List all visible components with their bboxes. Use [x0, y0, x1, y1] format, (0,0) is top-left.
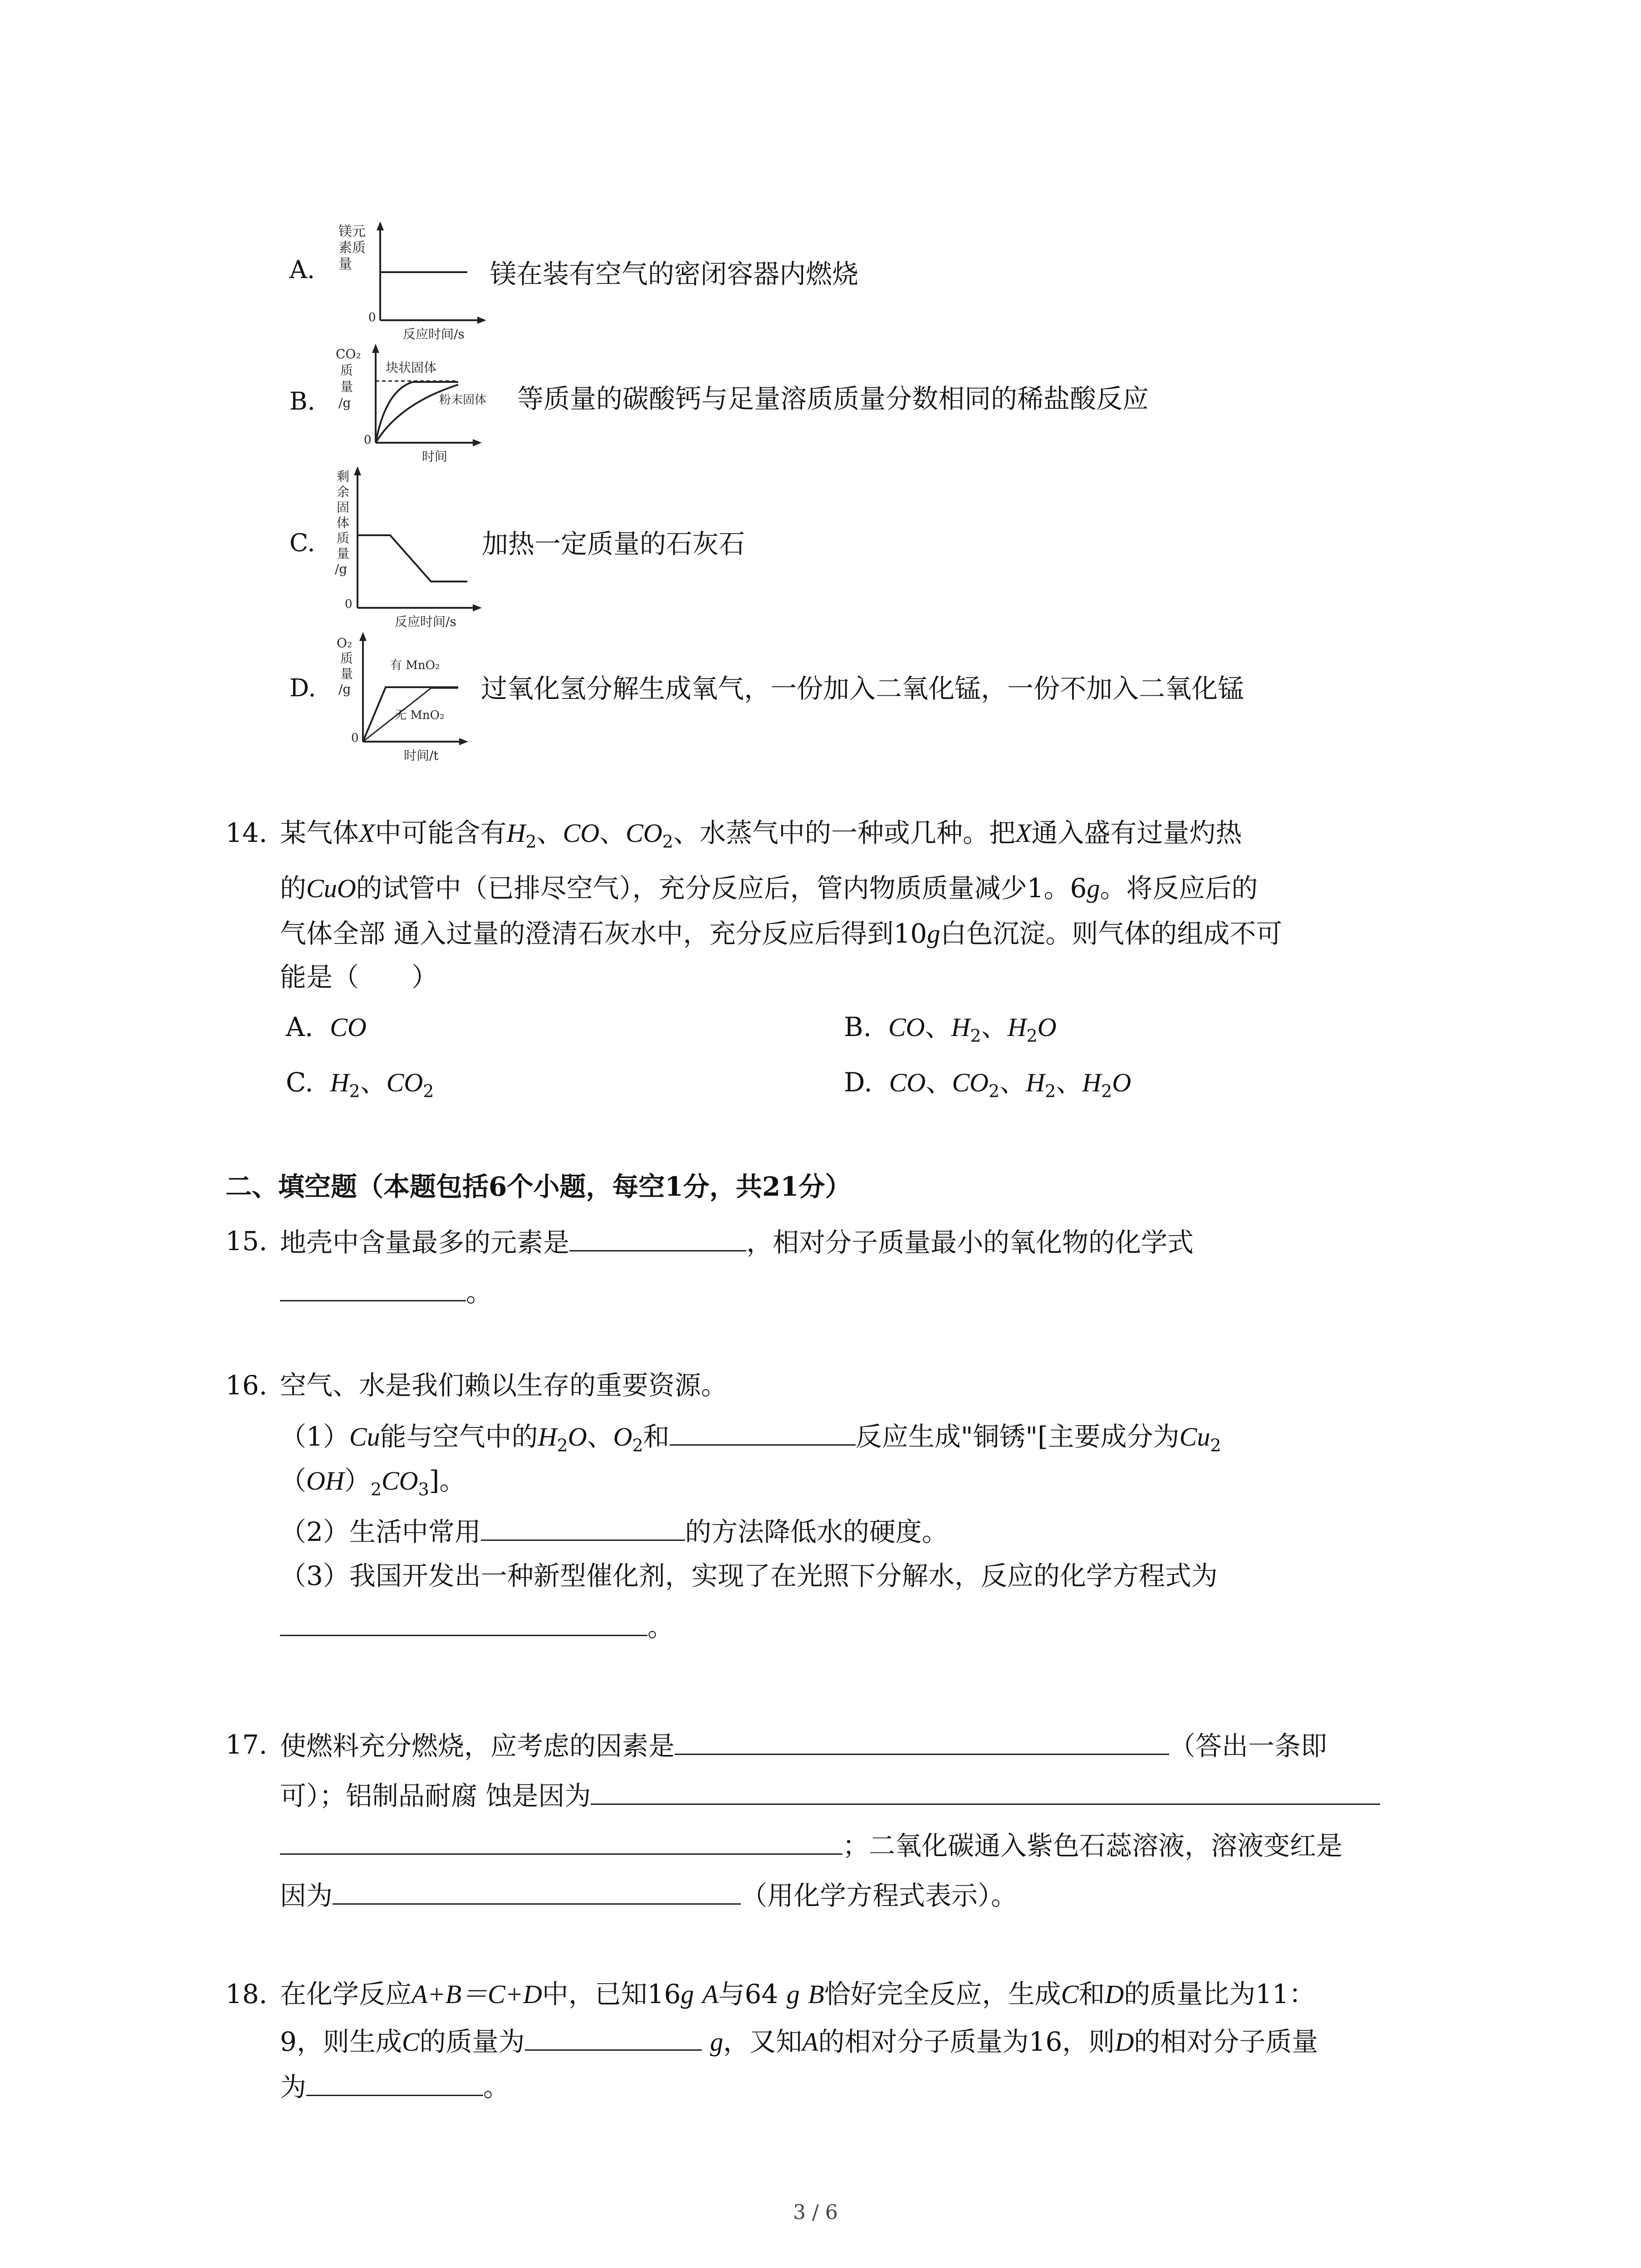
q15-blank-1[interactable]	[569, 1225, 746, 1251]
option-a-text: 镁在装有空气的密闭容器内燃烧	[490, 259, 859, 289]
q18-blank-1[interactable]	[525, 2024, 702, 2051]
q16-intro: 空气、水是我们赖以生存的重要资源。	[280, 1370, 728, 1401]
q18-line-3: 为 。	[280, 2069, 509, 2103]
q14-line-1: 某气体X中可能含有$H_2$、CO、$CO_2$、水蒸气中的一种或几种。把X通入盛有过量灼热	[280, 817, 1242, 852]
q15-line-1: 地壳中含量最多的元素是 ，相对分子质量最小的氧化物的化学式	[280, 1225, 1194, 1259]
graph-d-curve-label-2: 无 MnO₂	[395, 709, 445, 722]
q16-part-1-cont: $(OH)_2CO_3$]。	[280, 1465, 466, 1500]
graph-c-origin: 0	[345, 597, 353, 611]
q14-line-3: 气体全部 通入过量的澄清石灰水中，充分反应后得到10g白色沉淀。则气体的组成不可	[280, 918, 1283, 949]
graph-a	[327, 218, 499, 345]
graph-d-curve-label-1: 有 MnO₂	[390, 659, 440, 672]
graph-b	[327, 340, 517, 467]
option-b-letter: B.	[289, 387, 315, 415]
q16-blank-1[interactable]	[670, 1419, 856, 1446]
q17-blank-1[interactable]	[675, 1728, 1169, 1755]
svg-text:/g: /g	[338, 682, 351, 697]
option-b-text: 等质量的碳酸钙与足量溶质质量分数相同的稀盐酸反应	[517, 383, 1149, 414]
q17-blank-2-cont[interactable]	[280, 1828, 843, 1855]
q14-option-d[interactable]: D. CO、$CO_2$、$H_2$、$H_2O$	[844, 1067, 1132, 1101]
graph-a-xlabel: 反应时间/s	[403, 327, 465, 342]
option-c-text: 加热一定质量的石灰石	[482, 528, 745, 559]
q15-line-2: 。	[280, 1275, 492, 1309]
graph-b-ylabel: CO₂	[336, 347, 361, 362]
svg-text:/g: /g	[338, 396, 351, 411]
q15-number: 15.	[225, 1226, 268, 1256]
q15-blank-2[interactable]	[280, 1275, 466, 1301]
q14-number: 14.	[225, 817, 268, 848]
q16-part-2: （2）生活中常用 的方法降低水的硬度。	[280, 1514, 948, 1548]
svg-text:余: 余	[337, 484, 350, 499]
q18-line-2: 9，则生成C的质量为 g，又知A的相对分子质量为16，则D的相对分子质量	[280, 2024, 1318, 2058]
q14-option-a[interactable]: A. CO	[286, 1012, 367, 1042]
q18-line-1: 在化学反应A+B＝C+D中，已知16g A与64 g B恰好完全反应，生成C和D的质量比为11：	[280, 1979, 1315, 2009]
graph-c-ylabel: 剩	[337, 469, 350, 484]
q17-number: 17.	[225, 1729, 268, 1760]
svg-text:量: 量	[340, 666, 353, 681]
svg-text:质: 质	[340, 363, 353, 378]
q16-blank-2[interactable]	[481, 1514, 685, 1541]
svg-text:量: 量	[340, 379, 353, 394]
q17-line-2: 可）；铝制品耐腐 蚀是因为	[280, 1778, 1380, 1812]
graph-d-xlabel: 时间/t	[404, 748, 439, 763]
q17-blank-3[interactable]	[333, 1878, 741, 1905]
q16-part-1: （1）Cu能与空气中的$H_2O$、$O_2$和 反应生成"铜锈"[主要成分为$Cu_2$	[280, 1419, 1221, 1462]
q14-option-b[interactable]: B. CO、$H_2$、$H_2O$	[844, 1012, 1057, 1046]
q17-line-1: 使燃料充分燃烧，应考虑的因素是 （答出一条即	[280, 1728, 1327, 1762]
svg-text:质: 质	[337, 531, 350, 546]
graph-c	[327, 463, 508, 631]
option-c-letter: C.	[289, 528, 315, 557]
option-d-letter: D.	[289, 674, 316, 702]
page-number: 3 / 6	[793, 2201, 838, 2224]
graph-d	[327, 628, 490, 764]
q14-line-2: 的CuO的试管中（已排尽空气），充分反应后，管内物质质量减少1。6g。将反应后的	[280, 873, 1258, 904]
q14-option-c[interactable]: C. $H_2$、$CO_2$	[286, 1067, 434, 1101]
option-d-text: 过氧化氢分解生成氧气，一份加入二氧化锰，一份不加入二氧化锰	[481, 673, 1244, 704]
svg-text:质: 质	[340, 651, 353, 666]
q16-number: 16.	[225, 1370, 268, 1401]
svg-text:量: 量	[337, 546, 350, 561]
q17-line-4: 因为 （用化学方程式表示）。	[280, 1878, 1017, 1912]
svg-text:固: 固	[337, 500, 350, 515]
graph-c-xlabel: 反应时间/s	[395, 614, 456, 629]
q17-line-3: ；二氧化碳通入紫色石蕊溶液，溶液变红是	[280, 1828, 1342, 1862]
graph-b-curve-label-1: 块状固体	[386, 360, 437, 375]
graph-a-ylabel: 镁元	[338, 224, 366, 240]
svg-text:/g: /g	[335, 562, 348, 577]
graph-b-xlabel: 时间	[422, 449, 448, 464]
q16-part-3-answer: 。	[280, 1609, 674, 1643]
svg-text:体: 体	[337, 515, 350, 530]
option-a-letter: A.	[289, 255, 315, 284]
graph-d-origin: 0	[351, 731, 359, 745]
q18-blank-2[interactable]	[306, 2069, 483, 2096]
section-2-title: 二、填空题（本题包括6个小题，每空1分，共21分）	[225, 1171, 852, 1202]
q16-part-3: （3）我国开发出一种新型催化剂，实现了在光照下分解水，反应的化学方程式为	[280, 1560, 1218, 1591]
graph-d-ylabel: O₂	[337, 635, 353, 650]
graph-b-curve-label-2: 粉末固体	[439, 393, 487, 407]
graph-a-origin: 0	[368, 311, 376, 324]
svg-text:素质: 素质	[338, 240, 366, 256]
q16-blank-3[interactable]	[280, 1609, 647, 1636]
q14-line-4: 能是（ ）	[280, 962, 438, 992]
q18-number: 18.	[225, 1979, 268, 2009]
svg-text:量: 量	[338, 256, 352, 272]
graph-b-origin: 0	[364, 433, 372, 447]
q17-blank-2[interactable]	[591, 1778, 1380, 1805]
